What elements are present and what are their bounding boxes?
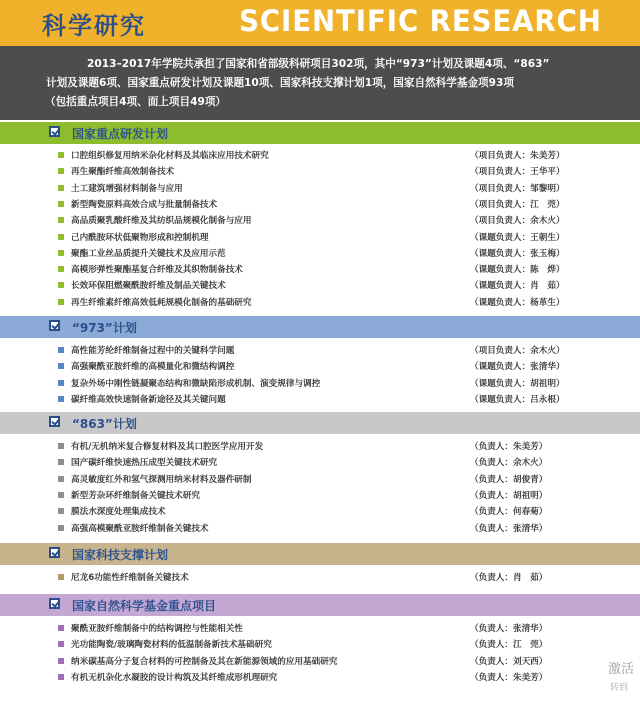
square-bullet-icon	[58, 380, 64, 386]
project-name: 高品质聚乳酸纤维及其纺织品规模化制备与应用	[71, 216, 252, 227]
project-name: 膜法水深度处理集成技术	[71, 507, 166, 518]
square-bullet-icon	[58, 476, 64, 482]
list-item	[0, 246, 640, 262]
list-item	[0, 278, 640, 294]
project-leader: （负责人：朱美芳）	[470, 672, 548, 683]
list-item	[0, 343, 640, 359]
square-bullet-icon	[58, 266, 64, 272]
section-header-bar	[0, 412, 640, 434]
project-name: 口腔组织修复用纳米杂化材料及其临床应用技术研究	[71, 151, 269, 161]
project-name: 光功能陶瓷/玻璃陶瓷材料的低温制备新技术基础研究	[71, 640, 272, 651]
project-leader: （项目负责人：王华平）	[470, 167, 565, 178]
project-name: 再生聚酯纤维高效制备技术	[71, 167, 175, 178]
project-name: 土工建筑增强材料制备与应用	[71, 183, 183, 194]
project-name: 高模形弹性聚酯基复合纤维及其织物制备技术	[71, 265, 243, 276]
square-bullet-icon	[58, 299, 64, 305]
list-item	[0, 295, 640, 311]
list-item	[0, 504, 640, 520]
project-name: 高性能芳纶纤维制备过程中的关键科学问题	[71, 346, 235, 356]
list-item	[0, 148, 640, 164]
list-item	[0, 472, 640, 488]
checkbox-icon	[49, 547, 60, 558]
list-item	[0, 637, 640, 653]
page-title-cn: 科学研究	[42, 12, 146, 40]
summary-line-1: 2013–2017年学院共承担了国家和省部级科研项目302项，其中“973”计划及课题4项、“863”	[87, 58, 550, 70]
square-bullet-icon	[58, 201, 64, 207]
project-name: 国产碳纤维快速热压成型关键技术研究	[71, 458, 218, 469]
project-name: 碳纤维高效快速制备新途径及其关键问题	[71, 394, 226, 405]
project-leader: （课题负责人：胡祖明）	[470, 378, 565, 389]
project-leader: （负责人：胡俊青）	[470, 474, 548, 485]
section-header-bar	[0, 543, 640, 565]
project-name: 纳米碳基高分子复合材料的可控制备及其在新能源领域的应用基础研究	[71, 656, 338, 667]
project-leader: （课题负责人：张玉梅）	[470, 248, 565, 259]
square-bullet-icon	[58, 443, 64, 449]
list-item	[0, 670, 640, 686]
list-item	[0, 392, 640, 408]
square-bullet-icon	[58, 363, 64, 369]
project-name: 高强聚酰亚胺纤维的高模量化和微结构调控	[71, 362, 235, 373]
square-bullet-icon	[58, 508, 64, 514]
page-header	[0, 0, 640, 46]
project-leader: （课题负责人：张清华）	[470, 362, 565, 373]
checkbox-icon	[49, 126, 60, 137]
square-bullet-icon	[58, 396, 64, 402]
project-name: 再生纤维素纤维高效低耗规模化制备的基础研究	[71, 297, 252, 308]
project-name: 有机/无机纳米复合修复材料及其口腔医学应用开发	[71, 442, 264, 452]
section-header-bar	[0, 316, 640, 338]
section-title: “973”计划	[72, 321, 137, 335]
list-item	[0, 213, 640, 229]
summary-block	[0, 46, 640, 120]
list-item	[0, 230, 640, 246]
project-leader: （负责人：胡祖明）	[470, 490, 548, 501]
list-item	[0, 181, 640, 197]
list-item	[0, 621, 640, 637]
square-bullet-icon	[58, 250, 64, 256]
project-leader: （课题负责人：吕永根）	[470, 394, 565, 405]
project-leader: （项目负责人：余木火）	[470, 216, 565, 227]
project-leader: （负责人：何春菊）	[470, 507, 548, 518]
project-leader: （负责人：朱美芳）	[470, 442, 548, 452]
checkbox-icon	[49, 320, 60, 331]
list-item	[0, 197, 640, 213]
project-name: 尼龙6功能性纤维制备关键技术	[71, 573, 189, 583]
section-title: 国家自然科学基金重点项目	[72, 599, 217, 613]
project-name: 复杂外场中刚性链凝聚态结构和微缺陷形成机制、演变规律与调控	[71, 378, 321, 389]
project-leader: （课题负责人：王朝生）	[470, 232, 565, 243]
project-name: 高强高模聚酰亚胺纤维制备关键技术	[71, 523, 209, 534]
square-bullet-icon	[58, 347, 64, 353]
section-header-bar	[0, 594, 640, 616]
square-bullet-icon	[58, 168, 64, 174]
project-name: 高灵敏度红外和氢气探测用纳米材料及器件研制	[71, 474, 252, 485]
section-title: 国家重点研发计划	[72, 127, 169, 141]
project-leader: （负责人：张清华）	[470, 523, 548, 534]
square-bullet-icon	[58, 459, 64, 465]
square-bullet-icon	[58, 658, 64, 664]
checkbox-icon	[49, 598, 60, 609]
project-name: 聚酰亚胺纤维制备中的结构调控与性能相关性	[71, 624, 243, 634]
square-bullet-icon	[58, 674, 64, 680]
project-name: 己内酰胺环状低聚物形成和控制机理	[71, 232, 209, 243]
square-bullet-icon	[58, 525, 64, 531]
list-item	[0, 570, 640, 586]
list-item	[0, 439, 640, 455]
project-leader: （负责人：刘天西）	[470, 656, 548, 667]
square-bullet-icon	[58, 625, 64, 631]
project-leader: （课题负责人：杨革生）	[470, 297, 565, 308]
watermark-text: 激活	[608, 662, 635, 677]
list-item	[0, 654, 640, 670]
square-bullet-icon	[58, 641, 64, 647]
list-item	[0, 376, 640, 392]
project-leader: （负责人：肖 茹）	[470, 573, 548, 583]
square-bullet-icon	[58, 574, 64, 580]
project-leader: （项目负责人：江 莞）	[470, 199, 565, 210]
list-item	[0, 455, 640, 471]
project-name: 聚酯工业丝品质提升关键技术及应用示范	[71, 248, 226, 259]
project-leader: （负责人：张清华）	[470, 624, 548, 634]
square-bullet-icon	[58, 185, 64, 191]
project-name: 新型陶瓷原料高效合成与批量制备技术	[71, 199, 218, 210]
project-leader: （课题负责人：肖 茹）	[470, 281, 565, 292]
list-item	[0, 488, 640, 504]
list-item	[0, 164, 640, 180]
square-bullet-icon	[58, 217, 64, 223]
square-bullet-icon	[58, 282, 64, 288]
page-title-en: SCIENTIFIC RESEARCH	[239, 4, 602, 38]
project-leader: （负责人：余木火）	[470, 458, 548, 469]
project-name: 新型芳杂环纤维制备关键技术研究	[71, 490, 200, 501]
project-name: 长效环保阻燃聚酰胺纤维及制品关键技术	[71, 281, 226, 292]
project-leader: （课题负责人：陈 烨）	[470, 265, 565, 276]
list-item	[0, 262, 640, 278]
square-bullet-icon	[58, 492, 64, 498]
project-name: 有机无机杂化水凝胶的设计构筑及其纤维成形机理研究	[71, 672, 278, 683]
list-item	[0, 359, 640, 375]
project-leader: （项目负责人：朱美芳）	[470, 151, 565, 161]
list-item	[0, 521, 640, 537]
summary-line-2: 计划及课题6项、国家重点研发计划及课题10项、国家科技支撑计划1项，国家自然科学基金项93项	[46, 77, 514, 89]
project-leader: （项目负责人：余木火）	[470, 346, 565, 356]
project-leader: （项目负责人：邹黎明）	[470, 183, 565, 194]
watermark-subtext: 转到	[610, 683, 629, 693]
square-bullet-icon	[58, 152, 64, 158]
section-header-bar	[0, 122, 640, 144]
project-leader: （负责人：江 莞）	[470, 640, 548, 651]
checkbox-icon	[49, 416, 60, 427]
square-bullet-icon	[58, 234, 64, 240]
summary-line-3: （包括重点项目4项、面上项目49项）	[45, 96, 227, 108]
section-title: 国家科技支撑计划	[72, 548, 169, 562]
section-title: “863”计划	[72, 417, 137, 431]
